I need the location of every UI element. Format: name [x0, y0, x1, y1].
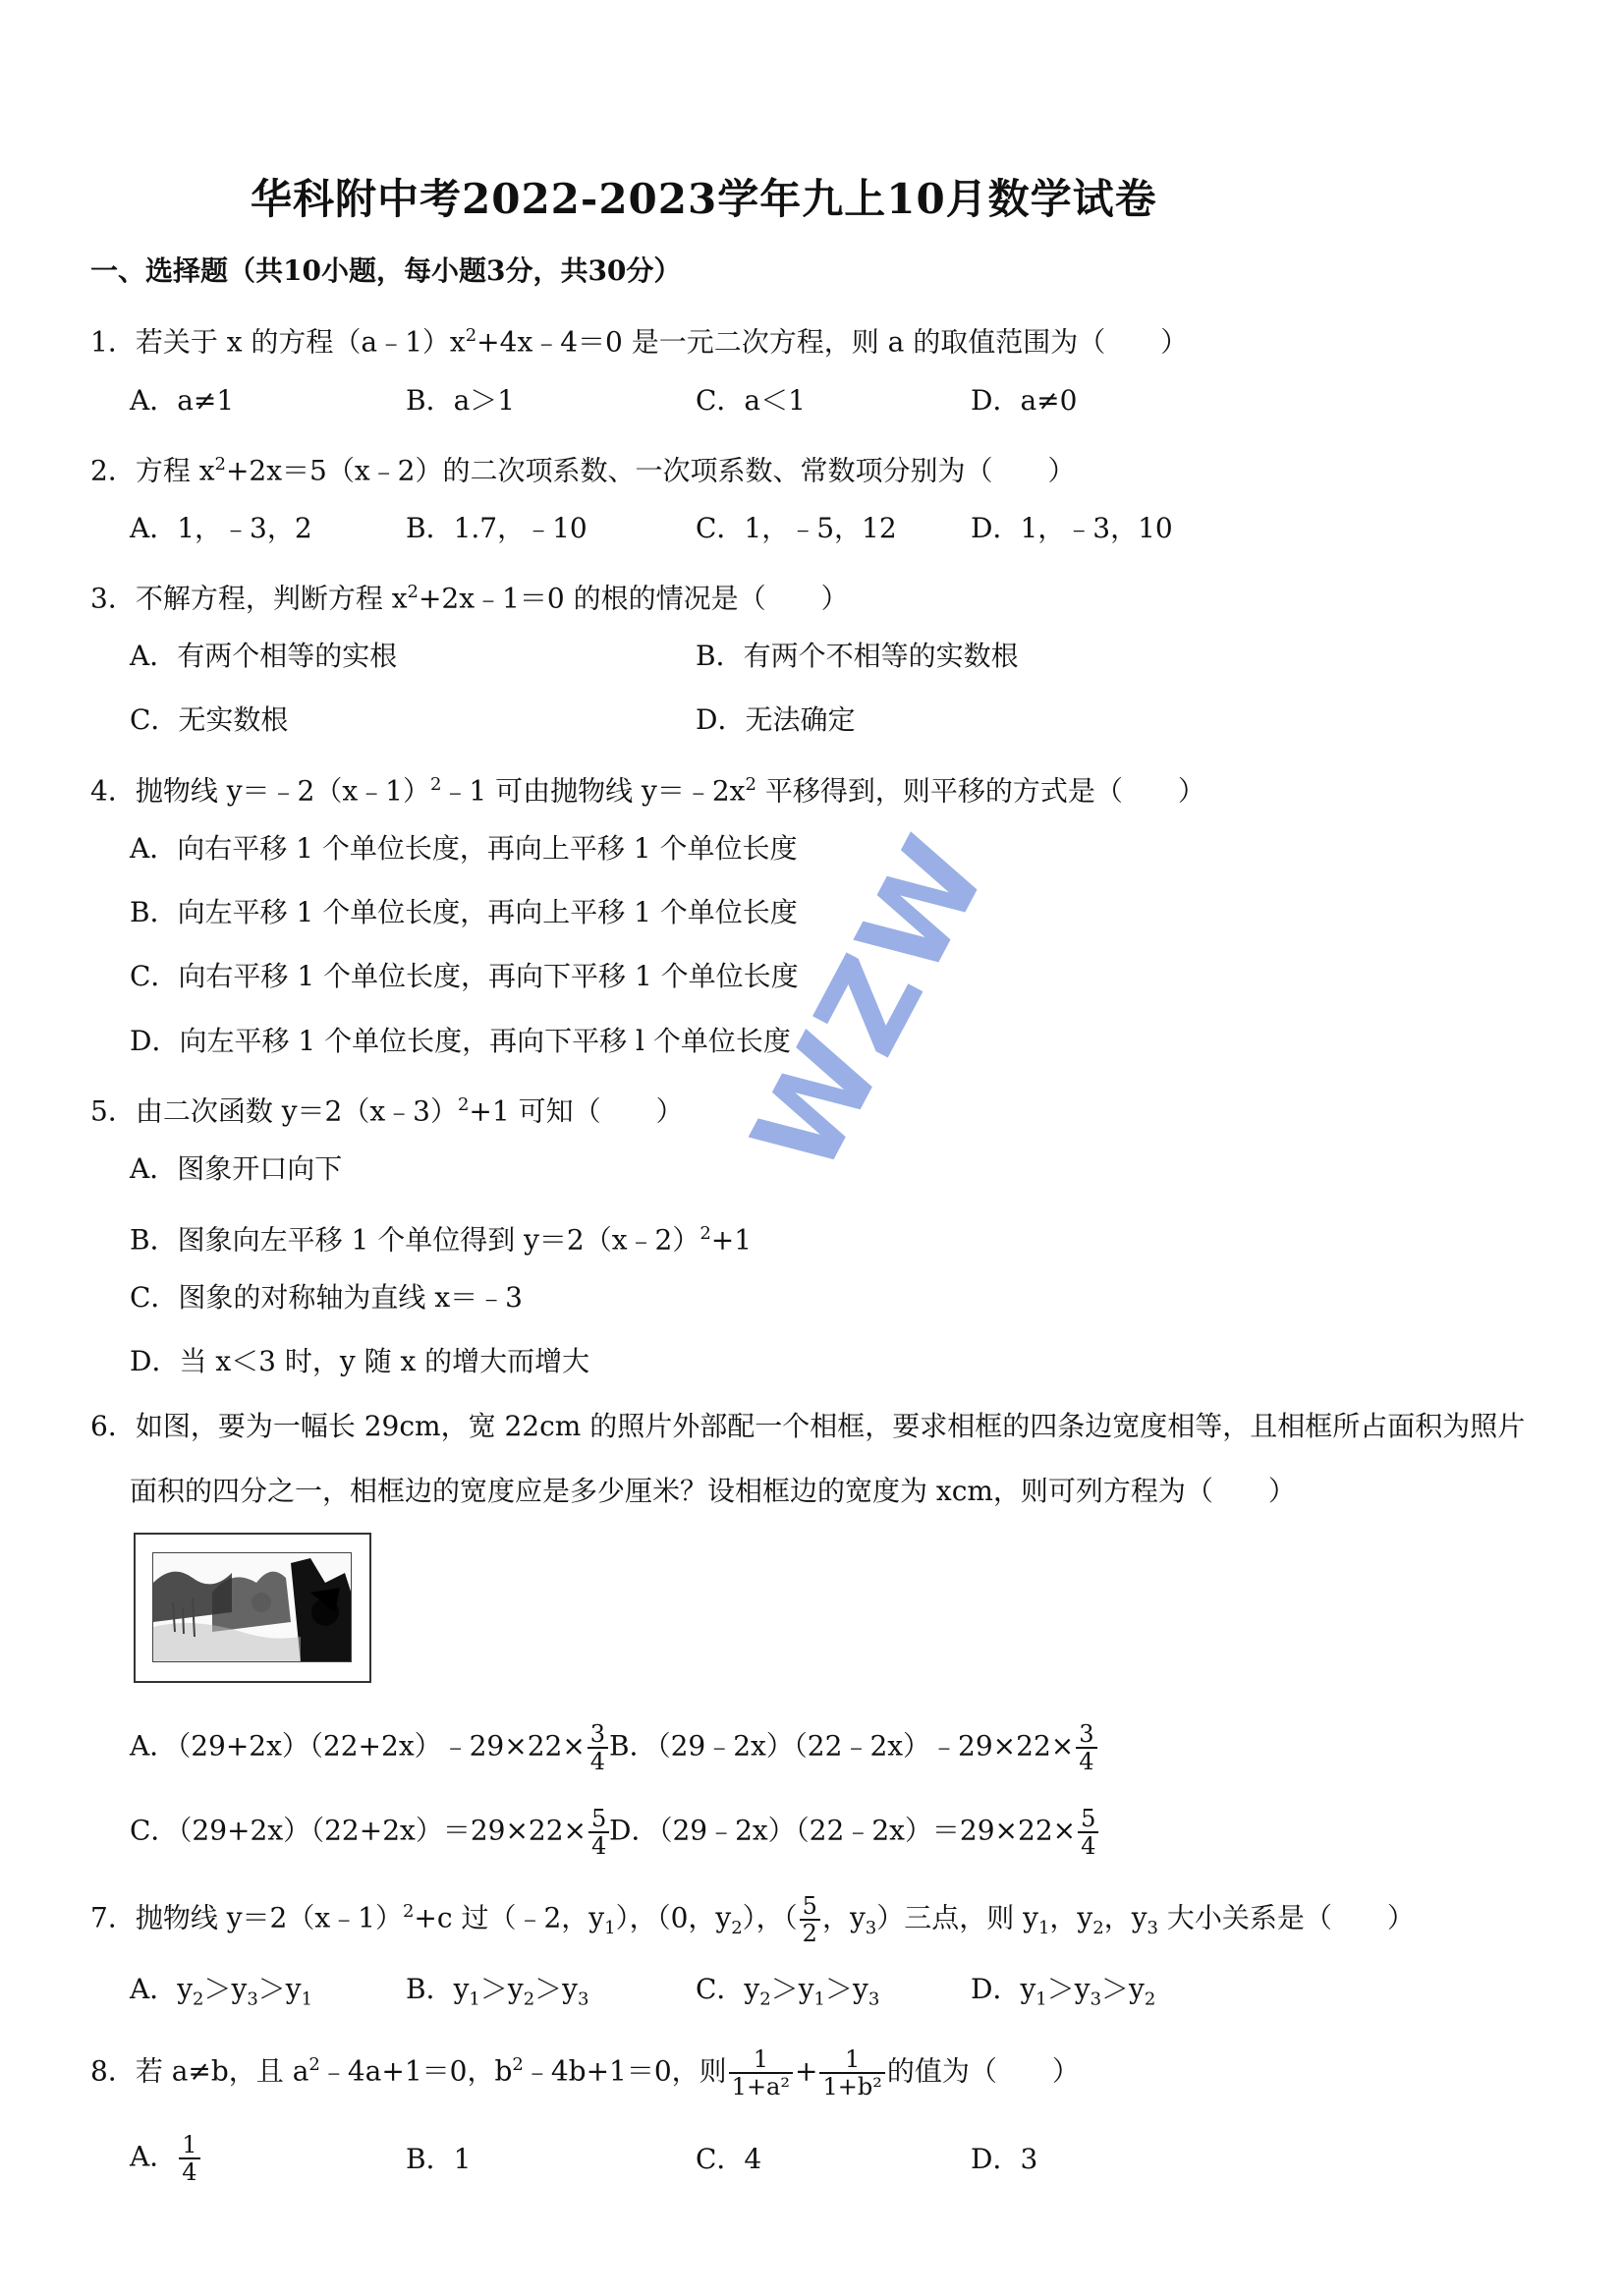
- question-1-option-b: B．a＞1: [406, 384, 516, 417]
- question-4-option-a: A．向右平移 1 个单位长度，再向上平移 1 个单位长度: [130, 832, 798, 865]
- question-1-stem: 1．若关于 x 的方程$(a﹣1)x^2+4x﹣4=0$ 是一元二次方程，则 a 的取值范围为（ ）: [90, 325, 1189, 359]
- question-3-option-c: C．无实数根: [130, 703, 289, 736]
- fraction: $\frac{5}{4}$: [588, 1806, 609, 1859]
- question-8-option-a: A． $\frac{1}{4}$: [130, 2132, 202, 2185]
- question-5-option-b: B．图象向左平移 1 个单位得到 y＝2（x﹣2）$^2$+1: [130, 1223, 753, 1257]
- question-7-option-a: A．$y_2>y_3>y_1$: [130, 1973, 313, 2010]
- question-6-option-c: C．（29+2x）（22+2x）＝29×22× $\frac{5}{4}$: [130, 1806, 611, 1859]
- photo-frame-figure: [134, 1533, 371, 1683]
- question-6-option-a: A．（29+2x）（22+2x）﹣29×22× $\frac{3}{4}$: [130, 1721, 610, 1774]
- question-3-option-b: B．有两个不相等的实数根: [696, 640, 1019, 672]
- question-2-option-b: B．1.7，﹣10: [406, 512, 588, 544]
- question-6-stem-line1: 6．如图，要为一幅长 29cm，宽 22cm 的照片外部配一个相框，要求相框的四条边宽度相等，且相框所占面积为照片: [90, 1410, 1526, 1442]
- question-7-option-c: C．$y_2>y_1>y_3$: [696, 1973, 880, 2010]
- watermark: WZW: [727, 813, 1016, 1195]
- fraction: $\frac{1}{\text{1+a²}}$: [729, 2046, 793, 2100]
- question-7-stem: 7．抛物线 y＝2（x﹣1）$^2$+c 过（﹣2，$y_1$），（0，$y_2$），（ $\frac{5}{2}$ ，$y_3$）三点，则 $y_1$，$y_2$，$y_3$ 大小关系是（ ）: [90, 1892, 1415, 1947]
- question-5-option-a: A．图象开口向下: [130, 1152, 343, 1185]
- question-5-stem: 5．由二次函数 y＝2（x﹣3）$^2$+1 可知（ ）: [90, 1094, 684, 1128]
- question-8-option-d: D．3: [971, 2143, 1038, 2175]
- question-1-option-d: D．a≠0: [971, 384, 1078, 417]
- question-3-stem: 3．不解方程，判断方程 $x^2+2x﹣1=0$ 的根的情况是（ ）: [90, 582, 849, 615]
- page-title: 华科附中考2022-2023学年九上10月数学试卷: [251, 175, 1157, 223]
- landscape-photo: [152, 1552, 352, 1662]
- question-5-option-d: D．当 x＜3 时，y 随 x 的增大而增大: [130, 1345, 590, 1377]
- question-3-option-d: D．无法确定: [696, 703, 856, 736]
- question-6-option-b: B．（29﹣2x）（22﹣2x）﹣29×22× $\frac{3}{4}$: [609, 1721, 1099, 1774]
- fraction: $\frac{3}{4}$: [588, 1721, 608, 1774]
- fraction: $\frac{1}{4}$: [179, 2132, 199, 2185]
- question-5-option-c: C．图象的对称轴为直线 x＝﹣3: [130, 1281, 523, 1314]
- question-8-option-b: B．1: [406, 2143, 472, 2175]
- section-heading: 一、选择题（共10小题，每小题3分，共30分）: [90, 254, 682, 287]
- question-2-stem: 2．方程 $x^2+2x=5(x﹣2)$的二次项系数、一次项系数、常数项分别为（ ）: [90, 454, 1076, 487]
- question-6-option-d: D．（29﹣2x）（22﹣2x）＝29×22× $\frac{5}{4}$: [609, 1806, 1100, 1859]
- fraction: $\frac{5}{4}$: [1078, 1806, 1098, 1859]
- question-8-stem: 8．若 a≠b，且 $a^2﹣4a+1=0$，$b^2﹣4b+1=0$，则 $\frac{1}{\text{1+a²}}$ + $\frac{1}{\text{1+b²}}$ 的值为（ ）: [90, 2045, 1080, 2100]
- question-4-option-c: C．向右平移 1 个单位长度，再向下平移 1 个单位长度: [130, 960, 799, 992]
- question-4-stem: 4．抛物线 y＝﹣2（x﹣1）$^2$﹣1 可由抛物线 $y=﹣2x^2$ 平移得到，则平移的方式是（ ）: [90, 774, 1205, 808]
- question-1-option-c: C．a＜1: [696, 384, 806, 417]
- question-6-stem-line2: 面积的四分之一，相框边的宽度应是多少厘米？设相框边的宽度为 xcm，则可列方程为（ ）: [130, 1475, 1296, 1507]
- question-7-option-b: B．$y_1>y_2>y_3$: [406, 1973, 589, 2010]
- question-2-option-d: D．1，﹣3，10: [971, 512, 1173, 544]
- question-2-option-a: A．1，﹣3，2: [130, 512, 312, 544]
- fraction: $\frac{1}{\text{1+b²}}$: [819, 2046, 884, 2100]
- question-7-option-d: D．$y_1>y_3>y_2$: [971, 1973, 1156, 2010]
- question-1-option-a: A．a≠1: [130, 384, 235, 417]
- fraction: $\frac{3}{4}$: [1076, 1721, 1096, 1774]
- question-4-option-d: D．向左平移 1 个单位长度，再向下平移 l 个单位长度: [130, 1025, 791, 1057]
- question-4-option-b: B．向左平移 1 个单位长度，再向上平移 1 个单位长度: [130, 896, 798, 928]
- question-8-option-c: C．4: [696, 2143, 762, 2175]
- question-3-option-a: A．有两个相等的实根: [130, 640, 398, 672]
- fraction: $\frac{5}{2}$: [800, 1893, 820, 1946]
- question-2-option-c: C．1，﹣5，12: [696, 512, 897, 544]
